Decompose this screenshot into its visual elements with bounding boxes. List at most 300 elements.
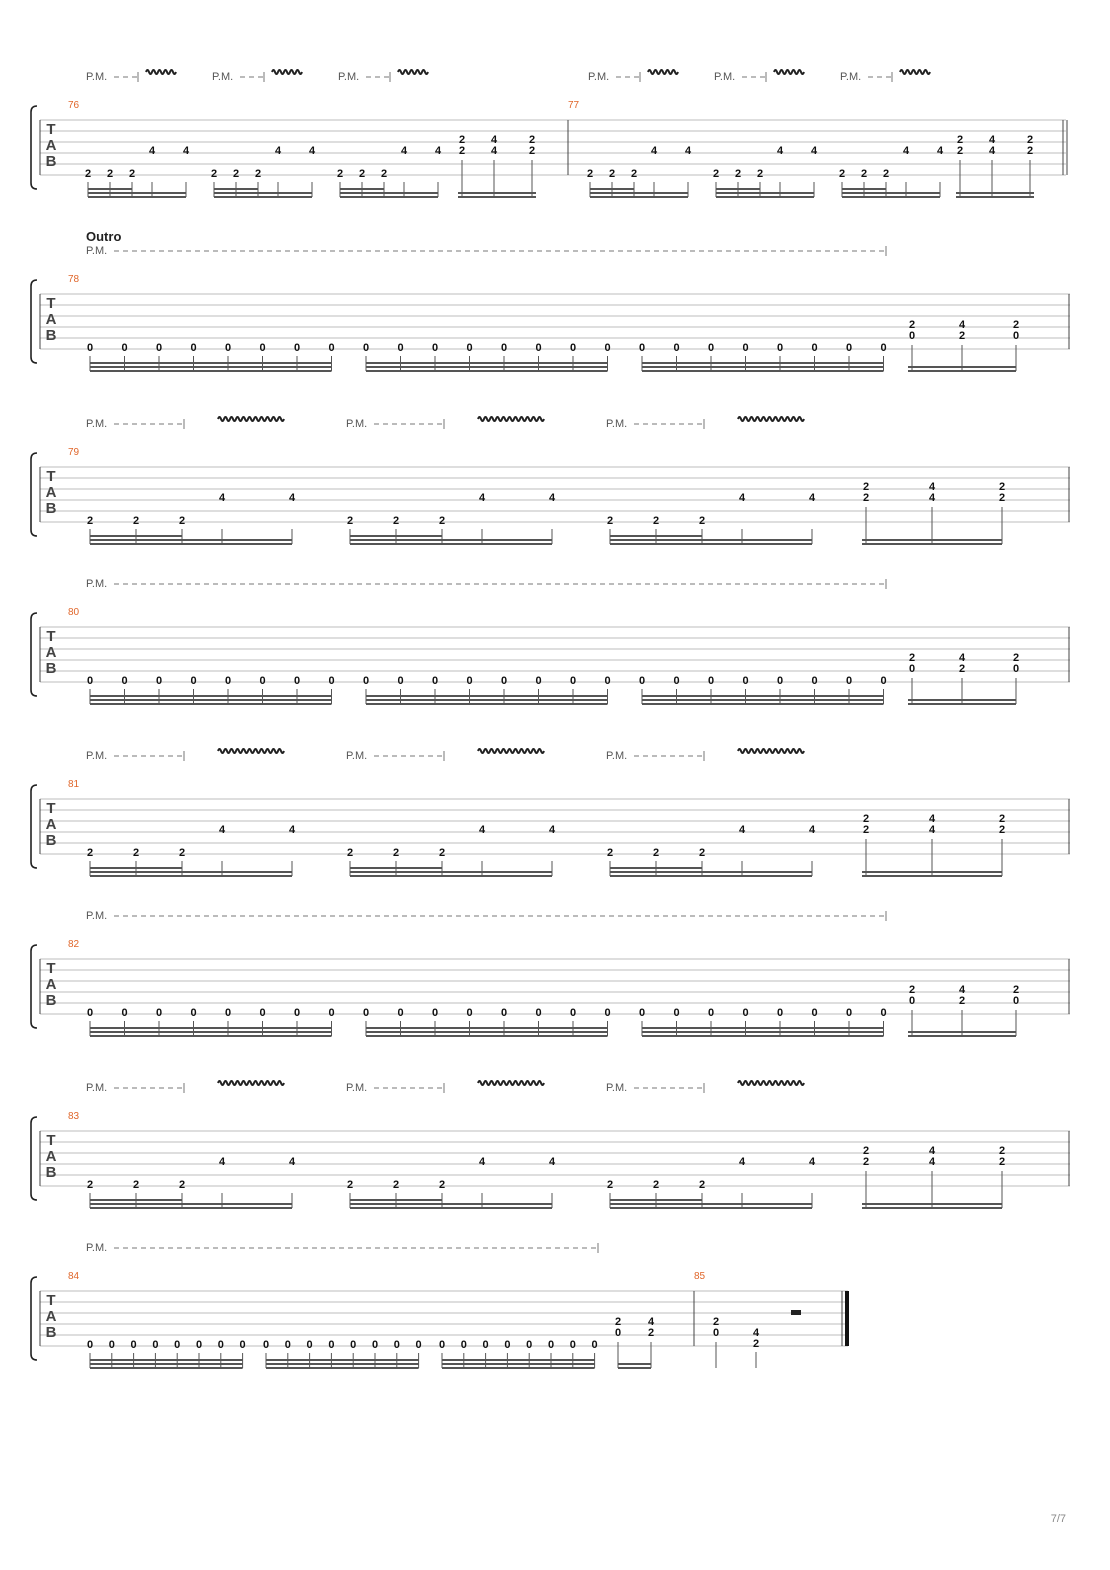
fret-number: 2 bbox=[956, 145, 964, 157]
fret-number: 4 bbox=[776, 145, 784, 157]
system-bracket bbox=[31, 280, 37, 363]
fret-number: 2 bbox=[862, 1156, 870, 1168]
measure-number: 85 bbox=[694, 1271, 706, 1282]
fret-number: 2 bbox=[86, 515, 94, 527]
tab-clef-b: B bbox=[45, 832, 57, 849]
tab-clef-b: B bbox=[45, 992, 57, 1009]
open-string-note: 0 bbox=[195, 1339, 203, 1351]
fret-number: 2 bbox=[630, 168, 638, 180]
open-string-note: 0 bbox=[500, 675, 508, 687]
fret-number: 2 bbox=[956, 134, 964, 146]
fret-number: 2 bbox=[608, 168, 616, 180]
fret-number: 2 bbox=[998, 1145, 1006, 1157]
measure-number: 78 bbox=[68, 274, 80, 285]
palm-mute-label: P.M. bbox=[86, 418, 108, 430]
open-string-note: 0 bbox=[526, 1339, 533, 1351]
palm-mute-label: P.M. bbox=[86, 1242, 108, 1254]
open-string-note: 0 bbox=[224, 342, 232, 354]
system-bracket bbox=[31, 106, 37, 189]
power-chord-top: 2 bbox=[908, 319, 916, 331]
power-chord-top: 2 bbox=[1012, 984, 1020, 996]
fret-number: 2 bbox=[652, 847, 660, 859]
fret-number: 4 bbox=[684, 145, 692, 157]
fret-number: 4 bbox=[288, 1156, 296, 1168]
fret-number: 4 bbox=[808, 824, 816, 836]
tab-clef-b: B bbox=[45, 500, 57, 517]
vibrato-mark bbox=[478, 417, 544, 421]
open-string-note: 0 bbox=[500, 342, 508, 354]
open-string-note: 0 bbox=[845, 675, 853, 687]
tab-clef-a: A bbox=[45, 816, 57, 833]
tab-clef-a: A bbox=[45, 644, 57, 661]
power-chord-bottom: 0 bbox=[712, 1327, 720, 1339]
power-chord-bottom: 0 bbox=[1012, 663, 1020, 675]
open-string-note: 0 bbox=[742, 1007, 749, 1019]
fret-number: 2 bbox=[860, 168, 868, 180]
open-string-note: 0 bbox=[155, 675, 163, 687]
fret-number: 2 bbox=[1026, 134, 1034, 146]
fret-number: 2 bbox=[862, 481, 870, 493]
open-string-note: 0 bbox=[397, 342, 404, 354]
fret-number: 2 bbox=[128, 168, 136, 180]
fret-number: 2 bbox=[998, 1156, 1006, 1168]
measure-number: 79 bbox=[68, 447, 80, 458]
fret-number: 4 bbox=[988, 134, 996, 146]
open-string-note: 0 bbox=[328, 1007, 335, 1019]
fret-number: 2 bbox=[998, 813, 1006, 825]
tab-clef-b: B bbox=[45, 327, 57, 344]
open-string-note: 0 bbox=[86, 342, 94, 354]
power-chord-top: 2 bbox=[1012, 319, 1020, 331]
fret-number: 2 bbox=[392, 847, 400, 859]
open-string-note: 0 bbox=[224, 1007, 232, 1019]
tab-clef-b: B bbox=[45, 153, 57, 170]
open-string-note: 0 bbox=[673, 342, 680, 354]
vibrato-mark bbox=[272, 70, 302, 74]
open-string-note: 0 bbox=[438, 1339, 446, 1351]
open-string-note: 0 bbox=[776, 342, 784, 354]
open-string-note: 0 bbox=[350, 1339, 357, 1351]
palm-mute-label: P.M. bbox=[86, 1082, 108, 1094]
palm-mute-label: P.M. bbox=[346, 750, 368, 762]
open-string-note: 0 bbox=[638, 1007, 646, 1019]
fret-number: 2 bbox=[652, 515, 660, 527]
open-string-note: 0 bbox=[217, 1339, 224, 1351]
open-string-note: 0 bbox=[811, 675, 818, 687]
power-chord-bottom: 2 bbox=[958, 330, 966, 342]
fret-number: 2 bbox=[998, 481, 1006, 493]
vibrato-mark bbox=[398, 70, 428, 74]
fret-number: 2 bbox=[254, 168, 262, 180]
open-string-note: 0 bbox=[500, 1007, 508, 1019]
open-string-note: 0 bbox=[845, 342, 853, 354]
vibrato-mark bbox=[738, 749, 804, 753]
fret-number: 4 bbox=[218, 492, 226, 504]
tab-clef-t: T bbox=[46, 1132, 56, 1149]
measure-number: 82 bbox=[68, 939, 80, 950]
open-string-note: 0 bbox=[155, 1007, 163, 1019]
fret-number: 2 bbox=[734, 168, 742, 180]
fret-number: 4 bbox=[650, 145, 658, 157]
palm-mute-label: P.M. bbox=[86, 71, 108, 83]
section-title: Outro bbox=[86, 229, 122, 244]
fret-number: 2 bbox=[178, 1179, 186, 1191]
open-string-note: 0 bbox=[604, 342, 611, 354]
fret-number: 4 bbox=[218, 824, 226, 836]
fret-number: 4 bbox=[928, 1156, 936, 1168]
measure-number: 84 bbox=[68, 1271, 80, 1282]
fret-number: 4 bbox=[928, 813, 936, 825]
power-chord-bottom: 2 bbox=[958, 995, 966, 1007]
open-string-note: 0 bbox=[811, 1007, 818, 1019]
measure-number: 76 bbox=[68, 100, 80, 111]
fret-number: 2 bbox=[132, 1179, 140, 1191]
fret-number: 2 bbox=[132, 847, 140, 859]
open-string-note: 0 bbox=[535, 675, 542, 687]
tab-clef-t: T bbox=[46, 800, 56, 817]
fret-number: 4 bbox=[218, 1156, 226, 1168]
tab-clef-t: T bbox=[46, 1292, 56, 1309]
open-string-note: 0 bbox=[362, 675, 370, 687]
open-string-note: 0 bbox=[371, 1339, 379, 1351]
fret-number: 4 bbox=[400, 145, 408, 157]
fret-number: 2 bbox=[528, 134, 536, 146]
open-string-note: 0 bbox=[155, 342, 163, 354]
open-string-note: 0 bbox=[190, 675, 197, 687]
system-bracket bbox=[31, 453, 37, 536]
vibrato-mark bbox=[218, 749, 284, 753]
fret-number: 2 bbox=[178, 515, 186, 527]
open-string-note: 0 bbox=[284, 1339, 291, 1351]
open-string-note: 0 bbox=[880, 342, 887, 354]
fret-number: 4 bbox=[490, 145, 498, 157]
fret-number: 4 bbox=[928, 1145, 936, 1157]
open-string-note: 0 bbox=[742, 342, 749, 354]
power-chord-bottom: 0 bbox=[614, 1327, 622, 1339]
fret-number: 2 bbox=[998, 824, 1006, 836]
open-string-note: 0 bbox=[259, 1007, 266, 1019]
palm-mute-label: P.M. bbox=[86, 245, 108, 257]
open-string-note: 0 bbox=[673, 675, 680, 687]
open-string-note: 0 bbox=[415, 1339, 422, 1351]
fret-number: 4 bbox=[182, 145, 190, 157]
palm-mute-label: P.M. bbox=[606, 1082, 628, 1094]
system-bracket bbox=[31, 785, 37, 868]
vibrato-mark bbox=[478, 1081, 544, 1085]
palm-mute-label: P.M. bbox=[86, 578, 108, 590]
fret-number: 4 bbox=[274, 145, 282, 157]
open-string-note: 0 bbox=[466, 1007, 473, 1019]
vibrato-mark bbox=[738, 417, 804, 421]
fret-number: 4 bbox=[490, 134, 498, 146]
fret-number: 2 bbox=[438, 847, 446, 859]
open-string-note: 0 bbox=[328, 675, 335, 687]
open-string-note: 0 bbox=[591, 1339, 598, 1351]
fret-number: 4 bbox=[928, 492, 936, 504]
fret-number: 2 bbox=[84, 168, 92, 180]
open-string-note: 0 bbox=[504, 1339, 511, 1351]
open-string-note: 0 bbox=[239, 1339, 246, 1351]
fret-number: 2 bbox=[86, 1179, 94, 1191]
open-string-note: 0 bbox=[569, 675, 577, 687]
open-string-note: 0 bbox=[638, 675, 646, 687]
fret-number: 2 bbox=[756, 168, 764, 180]
open-string-note: 0 bbox=[638, 342, 646, 354]
power-chord-bottom: 2 bbox=[647, 1327, 655, 1339]
open-string-note: 0 bbox=[262, 1339, 270, 1351]
open-string-note: 0 bbox=[121, 1007, 128, 1019]
fret-number: 2 bbox=[862, 824, 870, 836]
open-string-note: 0 bbox=[328, 1339, 335, 1351]
power-chord-top: 4 bbox=[958, 652, 966, 664]
palm-mute-label: P.M. bbox=[714, 71, 736, 83]
vibrato-mark bbox=[218, 1081, 284, 1085]
fret-number: 2 bbox=[458, 145, 466, 157]
vibrato-mark bbox=[478, 749, 544, 753]
open-string-note: 0 bbox=[362, 1007, 370, 1019]
power-chord-top: 4 bbox=[958, 319, 966, 331]
fret-number: 2 bbox=[380, 168, 388, 180]
fret-number: 4 bbox=[928, 824, 936, 836]
open-string-note: 0 bbox=[190, 1007, 197, 1019]
fret-number: 4 bbox=[738, 824, 746, 836]
fret-number: 4 bbox=[548, 492, 556, 504]
fret-number: 2 bbox=[698, 847, 706, 859]
system-bracket bbox=[31, 613, 37, 696]
tab-clef-t: T bbox=[46, 121, 56, 138]
fret-number: 4 bbox=[808, 1156, 816, 1168]
open-string-note: 0 bbox=[362, 342, 370, 354]
palm-mute-label: P.M. bbox=[346, 418, 368, 430]
power-chord-top: 4 bbox=[647, 1316, 655, 1328]
fret-number: 4 bbox=[288, 824, 296, 836]
fret-number: 2 bbox=[458, 134, 466, 146]
fret-number: 2 bbox=[862, 1145, 870, 1157]
open-string-note: 0 bbox=[86, 675, 94, 687]
measure-number: 81 bbox=[68, 779, 80, 790]
open-string-note: 0 bbox=[431, 1007, 439, 1019]
open-string-note: 0 bbox=[121, 675, 128, 687]
fret-number: 2 bbox=[210, 168, 218, 180]
open-string-note: 0 bbox=[776, 1007, 784, 1019]
fret-number: 4 bbox=[548, 1156, 556, 1168]
power-chord-top: 2 bbox=[908, 652, 916, 664]
open-string-note: 0 bbox=[306, 1339, 313, 1351]
power-chord-bottom: 2 bbox=[752, 1338, 760, 1350]
fret-number: 4 bbox=[738, 492, 746, 504]
fret-number: 2 bbox=[178, 847, 186, 859]
open-string-note: 0 bbox=[707, 342, 715, 354]
open-string-note: 0 bbox=[466, 675, 473, 687]
power-chord-top: 4 bbox=[958, 984, 966, 996]
open-string-note: 0 bbox=[604, 675, 611, 687]
fret-number: 2 bbox=[1026, 145, 1034, 157]
fret-number: 4 bbox=[936, 145, 944, 157]
fret-number: 4 bbox=[928, 481, 936, 493]
palm-mute-label: P.M. bbox=[86, 910, 108, 922]
open-string-note: 0 bbox=[673, 1007, 680, 1019]
open-string-note: 0 bbox=[535, 342, 542, 354]
fret-number: 2 bbox=[712, 168, 720, 180]
power-chord-bottom: 0 bbox=[1012, 995, 1020, 1007]
power-chord-bottom: 0 bbox=[908, 995, 916, 1007]
tab-clef-a: A bbox=[45, 311, 57, 328]
open-string-note: 0 bbox=[190, 342, 197, 354]
measure-number: 80 bbox=[68, 607, 80, 618]
open-string-note: 0 bbox=[880, 1007, 887, 1019]
tab-clef-t: T bbox=[46, 295, 56, 312]
fret-number: 2 bbox=[438, 1179, 446, 1191]
fret-number: 2 bbox=[358, 168, 366, 180]
tab-clef-b: B bbox=[45, 1324, 57, 1341]
fret-number: 2 bbox=[528, 145, 536, 157]
open-string-note: 0 bbox=[547, 1339, 555, 1351]
fret-number: 4 bbox=[478, 1156, 486, 1168]
fret-number: 4 bbox=[988, 145, 996, 157]
open-string-note: 0 bbox=[569, 1007, 577, 1019]
open-string-note: 0 bbox=[845, 1007, 853, 1019]
tab-clef-t: T bbox=[46, 628, 56, 645]
palm-mute-label: P.M. bbox=[346, 1082, 368, 1094]
palm-mute-label: P.M. bbox=[212, 71, 234, 83]
page-number: 7/7 bbox=[1050, 1513, 1066, 1525]
fret-number: 2 bbox=[232, 168, 240, 180]
open-string-note: 0 bbox=[811, 342, 818, 354]
open-string-note: 0 bbox=[466, 342, 473, 354]
fret-number: 4 bbox=[148, 145, 156, 157]
fret-number: 2 bbox=[698, 1179, 706, 1191]
fret-number: 4 bbox=[810, 145, 818, 157]
open-string-note: 0 bbox=[108, 1339, 115, 1351]
open-string-note: 0 bbox=[880, 675, 887, 687]
system-bracket bbox=[31, 1117, 37, 1200]
power-chord-top: 2 bbox=[1012, 652, 1020, 664]
fret-number: 2 bbox=[606, 1179, 614, 1191]
open-string-note: 0 bbox=[86, 1007, 94, 1019]
half-rest-symbol bbox=[791, 1310, 801, 1315]
open-string-note: 0 bbox=[776, 675, 784, 687]
fret-number: 2 bbox=[838, 168, 846, 180]
open-string-note: 0 bbox=[393, 1339, 400, 1351]
palm-mute-label: P.M. bbox=[86, 750, 108, 762]
fret-number: 2 bbox=[606, 847, 614, 859]
fret-number: 2 bbox=[392, 1179, 400, 1191]
tab-clef-b: B bbox=[45, 660, 57, 677]
fret-number: 4 bbox=[478, 492, 486, 504]
open-string-note: 0 bbox=[174, 1339, 181, 1351]
open-string-note: 0 bbox=[130, 1339, 137, 1351]
fret-number: 4 bbox=[434, 145, 442, 157]
palm-mute-label: P.M. bbox=[588, 71, 610, 83]
vibrato-mark bbox=[648, 70, 678, 74]
fret-number: 4 bbox=[902, 145, 910, 157]
open-string-note: 0 bbox=[742, 675, 749, 687]
open-string-note: 0 bbox=[482, 1339, 489, 1351]
fret-number: 4 bbox=[548, 824, 556, 836]
tab-clef-a: A bbox=[45, 1308, 57, 1325]
fret-number: 2 bbox=[998, 492, 1006, 504]
power-chord-bottom: 0 bbox=[908, 663, 916, 675]
power-chord-top: 2 bbox=[712, 1316, 720, 1328]
tab-clef-t: T bbox=[46, 960, 56, 977]
fret-number: 2 bbox=[882, 168, 890, 180]
palm-mute-label: P.M. bbox=[606, 750, 628, 762]
fret-number: 2 bbox=[586, 168, 594, 180]
open-string-note: 0 bbox=[535, 1007, 542, 1019]
fret-number: 2 bbox=[392, 515, 400, 527]
vibrato-mark bbox=[738, 1081, 804, 1085]
fret-number: 2 bbox=[106, 168, 114, 180]
open-string-note: 0 bbox=[604, 1007, 611, 1019]
palm-mute-label: P.M. bbox=[606, 418, 628, 430]
open-string-note: 0 bbox=[152, 1339, 159, 1351]
open-string-note: 0 bbox=[224, 675, 232, 687]
system-bracket bbox=[31, 1277, 37, 1360]
open-string-note: 0 bbox=[328, 342, 335, 354]
open-string-note: 0 bbox=[397, 1007, 404, 1019]
measure-number: 83 bbox=[68, 1111, 80, 1122]
open-string-note: 0 bbox=[569, 1339, 576, 1351]
vibrato-mark bbox=[218, 417, 284, 421]
open-string-note: 0 bbox=[707, 1007, 715, 1019]
open-string-note: 0 bbox=[397, 675, 404, 687]
open-string-note: 0 bbox=[431, 342, 439, 354]
tab-clef-b: B bbox=[45, 1164, 57, 1181]
fret-number: 4 bbox=[478, 824, 486, 836]
open-string-note: 0 bbox=[431, 675, 439, 687]
fret-number: 2 bbox=[698, 515, 706, 527]
open-string-note: 0 bbox=[259, 342, 266, 354]
measure-number: 77 bbox=[568, 100, 580, 111]
vibrato-mark bbox=[146, 70, 176, 74]
power-chord-bottom: 0 bbox=[908, 330, 916, 342]
fret-number: 4 bbox=[308, 145, 316, 157]
open-string-note: 0 bbox=[569, 342, 577, 354]
open-string-note: 0 bbox=[86, 1339, 94, 1351]
fret-number: 4 bbox=[808, 492, 816, 504]
power-chord-top: 2 bbox=[908, 984, 916, 996]
open-string-note: 0 bbox=[707, 675, 715, 687]
fret-number: 2 bbox=[862, 492, 870, 504]
open-string-note: 0 bbox=[460, 1339, 467, 1351]
fret-number: 2 bbox=[438, 515, 446, 527]
tab-clef-t: T bbox=[46, 468, 56, 485]
fret-number: 4 bbox=[738, 1156, 746, 1168]
open-string-note: 0 bbox=[293, 675, 301, 687]
power-chord-bottom: 2 bbox=[958, 663, 966, 675]
palm-mute-label: P.M. bbox=[840, 71, 862, 83]
open-string-note: 0 bbox=[293, 342, 301, 354]
open-string-note: 0 bbox=[259, 675, 266, 687]
fret-number: 4 bbox=[288, 492, 296, 504]
fret-number: 2 bbox=[606, 515, 614, 527]
fret-number: 2 bbox=[336, 168, 344, 180]
fret-number: 2 bbox=[862, 813, 870, 825]
vibrato-mark bbox=[900, 70, 930, 74]
open-string-note: 0 bbox=[121, 342, 128, 354]
tab-clef-a: A bbox=[45, 137, 57, 154]
power-chord-top: 4 bbox=[752, 1327, 760, 1339]
palm-mute-label: P.M. bbox=[338, 71, 360, 83]
fret-number: 2 bbox=[132, 515, 140, 527]
tab-clef-a: A bbox=[45, 484, 57, 501]
tab-clef-a: A bbox=[45, 1148, 57, 1165]
fret-number: 2 bbox=[346, 1179, 354, 1191]
tab-clef-a: A bbox=[45, 976, 57, 993]
system-bracket bbox=[31, 945, 37, 1028]
power-chord-bottom: 0 bbox=[1012, 330, 1020, 342]
fret-number: 2 bbox=[346, 515, 354, 527]
